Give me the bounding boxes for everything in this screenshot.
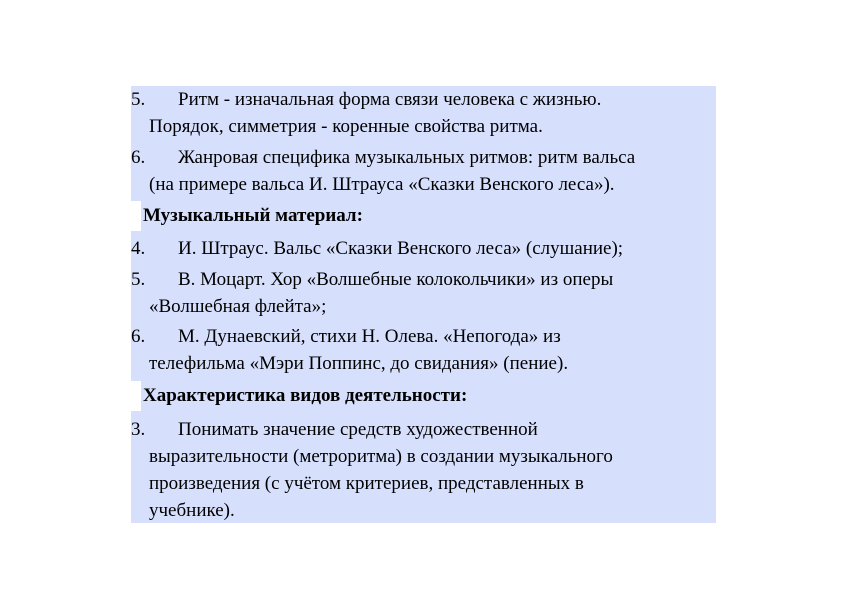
list-item [131, 86, 716, 142]
item-text: произведения (с учётом критериев, представленных в [149, 473, 584, 494]
section-heading-activity: Характеристика видов деятельности: [131, 381, 716, 411]
item-text: «Волшебная флейта»; [149, 296, 327, 317]
item-text: В. Моцарт. Хор «Волшебные колокольчики» из оперы [178, 269, 614, 290]
item-text: Жанровая специфика музыкальных ритмов: ритм вальса [178, 147, 636, 168]
section-heading-material: Музыкальный материал: [131, 201, 716, 231]
item-text: телефильма «Мэри Поппинс, до свидания» (пение). [149, 353, 569, 374]
item-number: 6. [131, 147, 146, 168]
item-text: выразительности (метроритма) в создании музыкального [149, 446, 613, 467]
item-text: Понимать значение средств художественной [178, 419, 538, 440]
list-item [131, 235, 716, 263]
list-item [131, 416, 716, 524]
item-text: М. Дунаевский, стихи Н. Олева. «Непогода» из [178, 326, 561, 347]
item-text: И. Штраус. Вальс «Сказки Венского леса» (слушание); [178, 238, 624, 259]
list-item [131, 144, 716, 200]
item-text: учебнике). [149, 500, 235, 521]
item-number: 4. [131, 238, 146, 259]
item-number: 6. [131, 326, 146, 347]
item-text: (на примере вальса И. Штрауса «Сказки Венского леса»). [149, 174, 615, 195]
item-number: 3. [131, 419, 146, 440]
item-number: 5. [131, 269, 146, 290]
list-item [131, 323, 716, 379]
item-text: Ритм - изначальная форма связи человека с жизнью. [178, 89, 602, 110]
item-text: Порядок, симметрия - коренные свойства ритма. [149, 116, 543, 137]
list-item [131, 266, 716, 322]
item-number: 5. [131, 89, 146, 110]
